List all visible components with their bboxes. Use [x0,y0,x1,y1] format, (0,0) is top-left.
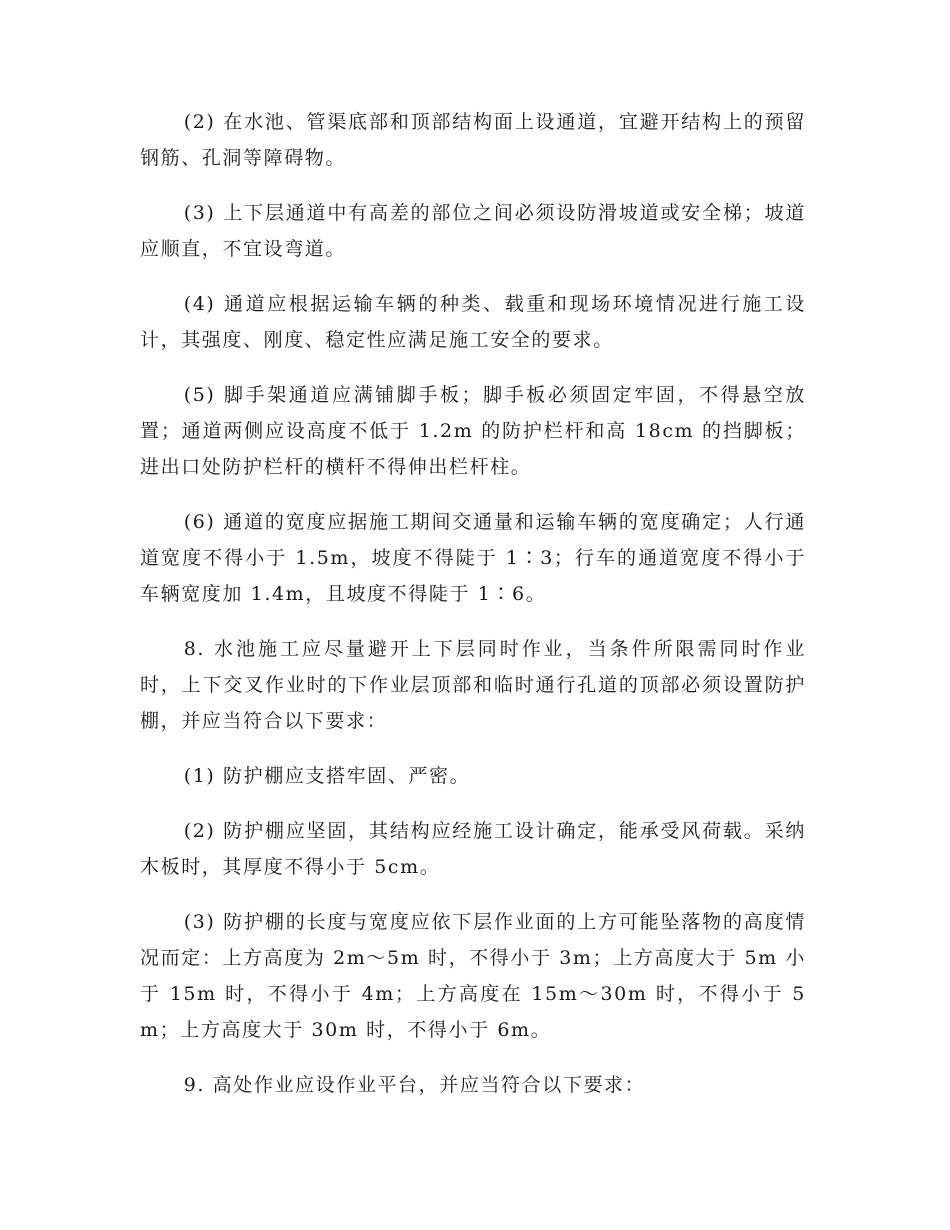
paragraph-item-4: (4) 通道应根据运输车辆的种类、载重和现场环境情况进行施工设计，其强度、刚度、稳定性应满足施工安全的要求。 [140,293,806,351]
paragraph-item-2b: (2) 防护棚应坚固，其结构应经施工设计确定，能承受风荷载。采纳木板时，其厚度不得小于 5cm。 [140,820,806,878]
paragraph-clause-8: 8. 水池施工应尽量避开上下层同时作业，当条件所限需同时作业时，上下交叉作业时的下作业层顶部和临时通行孔道的顶部必须设置防护棚，并应当符合以下要求： [140,638,806,732]
paragraph-item-3b: (3) 防护棚的长度与宽度应依下层作业面的上方可能坠落物的高度情况而定：上方高度为 2m～5m 时，不得小于 3m；上方高度大于 5m 小于 15m 时，不得小于 4m；上方高度在 15m～30m 时，不得小于 5m；上方高度大于 30m 时，不得小于 6m。 [140,911,806,1041]
paragraph-item-1: (1) 防护棚应支搭牢固、严密。 [183,765,471,787]
paragraph-item-2: (2) 在水池、管渠底部和顶部结构面上设通道，宜避开结构上的预留钢筋、孔洞等障碍物。 [140,111,806,169]
paragraph-item-5: (5) 脚手架通道应满铺脚手板；脚手板必须固定牢固，不得悬空放置；通道两侧应设高度不低于 1.2m 的防护栏杆和高 18cm 的挡脚板；进出口处防护栏杆的横杆不得伸出栏杆柱。 [140,384,806,478]
paragraph-item-6: (6) 通道的宽度应据施工期间交通量和运输车辆的宽度确定；人行通道宽度不得小于 1.5m，坡度不得陡于 1∶3；行车的通道宽度不得小于车辆宽度加 1.4m，且坡度不得陡于 1∶6。 [140,511,806,605]
document-body [140,104,806,1103]
paragraph-clause-9: 9. 高处作业应设作业平台，并应当符合以下要求： [183,1074,646,1096]
paragraph-item-3: (3) 上下层通道中有高差的部位之间必须设防滑坡道或安全梯；坡道应顺直，不宜设弯道。 [140,202,806,260]
